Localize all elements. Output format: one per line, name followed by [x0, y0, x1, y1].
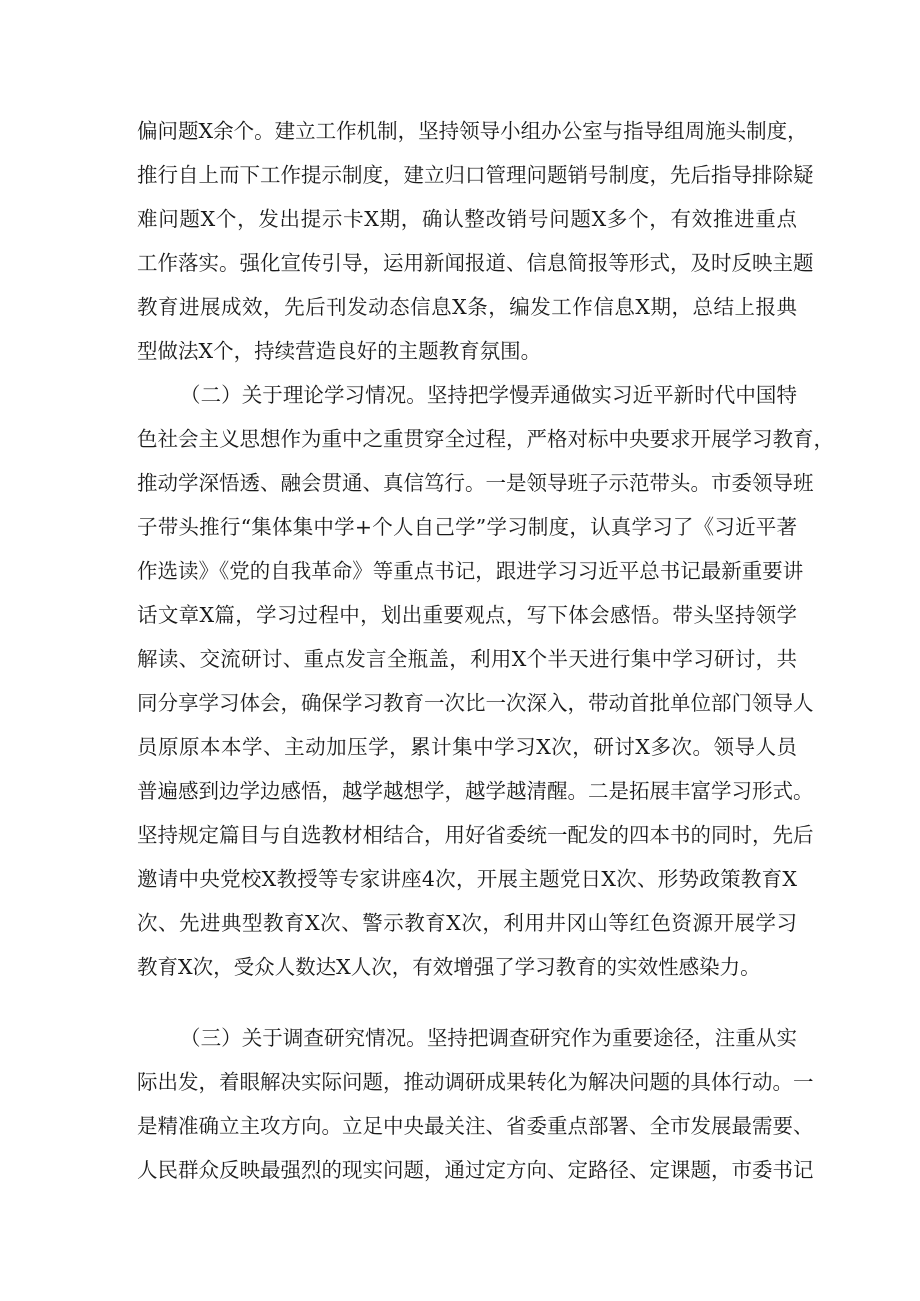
text-line: 同分享学习体会，确保学习教育一次比一次深入，带动首批单位部门领导人: [137, 691, 814, 715]
text-line: 型做法X个，持续营造良好的主题教育氛围。: [137, 339, 542, 363]
text-line: 推行自上而下工作提示制度，建立归口管理问题销号制度，先后指导排除疑: [137, 163, 814, 187]
text-line: 偏问题X余个。建立工作机制，坚持领导小组办公室与指导组周施头制度，: [137, 119, 808, 143]
paragraph-heading-3: （三）关于调查研究情况。坚持把调查研究作为重要途径，注重从实: [180, 1026, 797, 1050]
text-line: 普遍感到边学边感悟，越学越想学，越学越清醒。二是拓展丰富学习形式。: [137, 779, 814, 803]
text-line: 教育进展成效，先后刊发动态信息X条，编发工作信息X期，总结上报典: [137, 295, 797, 319]
text-line: 解读、交流研讨、重点发言全瓶盖，利用X个半天进行集中学习研讨，共: [137, 647, 797, 671]
text-line: 难问题X个，发出提示卡X期，确认整改销号问题X多个，有效推进重点: [137, 207, 797, 231]
text-line: 次、先进典型教育X次、警示教育X次，利用井冈山等红色资源开展学习: [137, 911, 797, 935]
text-line: 工作落实。强化宣传引导，运用新闻报道、信息简报等形式，及时反映主题: [137, 251, 814, 275]
text-line: 是精准确立主攻方向。立足中央最关注、省委重点部署、全市发展最需要、: [137, 1114, 814, 1138]
text-line: 话文章X篇，学习过程中，划出重要观点，写下体会感悟。带头坚持领学: [137, 603, 797, 627]
text-line: 子带头推行“集体集中学+个人自己学”学习制度，认真学习了《习近平著: [137, 515, 797, 539]
text-line: 推动学深悟透、融会贯通、真信笃行。一是领导班子示范带头。市委领导班: [137, 471, 814, 495]
text-line: 作选读》《党的自我革命》等重点书记，跟进学习习近平总书记最新重要讲: [137, 559, 804, 583]
text-line: 员原原本本学、主动加压学，累计集中学习X次，研讨X多次。领导人员: [137, 735, 797, 759]
text-line: 际出发，着眼解决实际问题，推动调研成果转化为解决问题的具体行动。一: [137, 1070, 814, 1094]
text-line: 邀请中央党校X教授等专家讲座4次，开展主题党日X次、形势政策教育X: [137, 867, 797, 891]
text-line: 人民群众反映最强烈的现实问题，通过定方向、定路径、定课题，市委书记: [137, 1158, 814, 1182]
text-line: 坚持规定篇目与自选教材相结合，用好省委统一配发的四本书的同时，先后: [137, 823, 814, 847]
paragraph-heading-2: （二）关于理论学习情况。坚持把学慢弄通做实习近平新时代中国特: [180, 383, 797, 407]
text-line: 教育X次，受众人数达X人次，有效增强了学习教育的实效性感染力。: [137, 955, 761, 979]
text-line: 色社会主义思想作为重中之重贯穿全过程，严格对标中央要求开展学习教育，: [137, 427, 834, 451]
